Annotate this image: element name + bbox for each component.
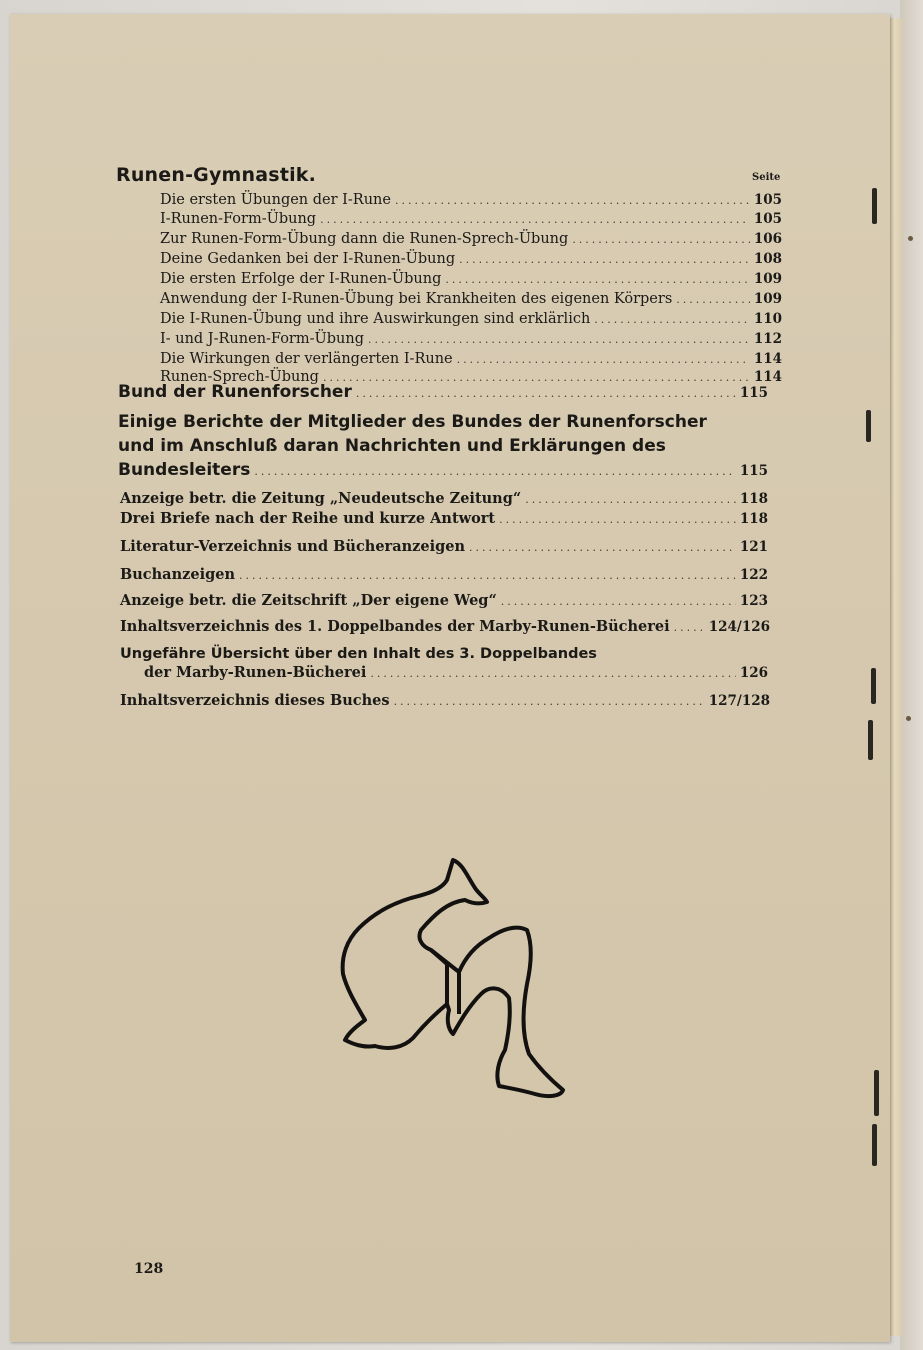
toc-entry-berichte — [118, 460, 768, 480]
toc-subentry — [160, 251, 782, 267]
dot-leader — [368, 333, 750, 346]
dot-leader — [254, 465, 735, 478]
toc-entry-uebersicht-line1: Ungefähre Übersicht über den Inhalt des 3. Doppelbandes — [120, 646, 597, 662]
toc-entry-label: Bundesleiters — [118, 460, 251, 480]
dot-leader — [320, 213, 750, 226]
toc-subentry-page: 108 — [753, 251, 782, 267]
dot-leader — [459, 253, 750, 266]
toc-entry-berichte-line2: und im Anschluß daran Nachrichten und Erklärungen des — [118, 436, 666, 456]
toc-entry-label: Drei Briefe nach der Reihe und kurze Antwort — [120, 510, 496, 527]
toc-subentry — [160, 271, 782, 287]
toc-entry-inhaltsverzeichnis-buch — [120, 692, 770, 709]
toc-subentry-label: Die I-Runen-Übung und ihre Auswirkungen sind erklärlich — [160, 311, 591, 327]
toc-entry-page: 121 — [739, 539, 768, 555]
toc-entry-page: 118 — [739, 511, 768, 527]
toc-entry-buchanzeigen — [120, 566, 768, 583]
toc-subentry-label: Runen-Sprech-Übung — [160, 369, 319, 385]
toc-entry-uebersicht — [144, 664, 768, 681]
toc-entry-page: 115 — [739, 463, 768, 479]
toc-entry-bund — [118, 382, 768, 402]
toc-subentry-label: Die Wirkungen der verlängerten I-Rune — [160, 351, 453, 367]
toc-entry-anzeige-zeitung — [120, 490, 768, 507]
triskelion-emblem-icon — [335, 854, 575, 1104]
dot-leader — [469, 541, 736, 554]
toc-subentry — [160, 311, 782, 327]
toc-entry-inhaltsverzeichnis-1 — [120, 618, 770, 635]
toc-subentry-page: 112 — [753, 331, 782, 347]
dot-leader — [674, 621, 705, 634]
toc-entry-page: 127/128 — [708, 693, 770, 709]
toc-subentry-page: 105 — [753, 211, 782, 227]
binding-stitch — [874, 1070, 879, 1116]
toc-subentry — [160, 192, 782, 208]
binding-hole — [906, 716, 911, 721]
table-of-contents — [10, 14, 890, 1342]
binding-stitch — [872, 188, 877, 224]
leg-outline — [343, 860, 563, 1096]
toc-entry-page: 118 — [739, 491, 768, 507]
seite-column-label: Seite — [752, 172, 781, 183]
toc-subentry — [160, 231, 782, 247]
toc-subentry-page: 114 — [753, 351, 782, 367]
section-title: Runen-Gymnastik. — [116, 164, 317, 186]
toc-subentry-label: Die ersten Erfolge der I-Runen-Übung — [160, 271, 442, 287]
book-page — [10, 14, 890, 1342]
toc-subentry-label: I- und J-Runen-Form-Übung — [160, 331, 364, 347]
toc-subentry — [160, 211, 782, 227]
toc-subentry-page: 106 — [753, 231, 782, 247]
toc-entry-label: Inhaltsverzeichnis des 1. Doppelbandes der Marby-Runen-Bücherei — [120, 618, 670, 635]
toc-entry-label: Anzeige betr. die Zeitung „Neudeutsche Zeitung“ — [120, 490, 522, 507]
toc-entry-label: Literatur-Verzeichnis und Bücheranzeigen — [120, 538, 466, 555]
toc-subentry-page: 110 — [753, 311, 782, 327]
binding-stitch — [872, 1124, 877, 1166]
book-cover-edge — [900, 0, 923, 1350]
toc-entry-page: 123 — [739, 593, 768, 609]
toc-entry-anzeige-zeitschrift — [120, 592, 768, 609]
binding-stitch — [868, 720, 873, 760]
toc-entry-berichte-line1: Einige Berichte der Mitglieder des Bundes der Runenforscher — [118, 412, 707, 432]
toc-subentry-page: 105 — [753, 192, 782, 208]
toc-entry-page: 124/126 — [708, 619, 770, 635]
toc-entry-page: 115 — [739, 385, 768, 401]
toc-entry-page: 126 — [739, 665, 768, 681]
page-block-edge — [888, 18, 903, 1336]
dot-leader — [501, 595, 736, 608]
binding-hole — [908, 236, 913, 241]
page-number: 128 — [134, 1261, 164, 1277]
toc-entry-page: 122 — [739, 567, 768, 583]
toc-subentry-page: 109 — [753, 291, 782, 307]
dot-leader — [370, 667, 735, 680]
toc-subentry-label: Anwendung der I-Runen-Übung bei Krankheiten des eigenen Körpers — [160, 291, 673, 307]
dot-leader — [457, 353, 750, 366]
toc-entry-drei-briefe — [120, 510, 768, 527]
dot-leader — [594, 313, 750, 326]
toc-entry-literatur — [120, 538, 768, 555]
toc-section-title — [116, 164, 756, 186]
toc-subentry-label: Zur Runen-Form-Übung dann die Runen-Sprech-Übung — [160, 231, 569, 247]
toc-subentry-label: I-Runen-Form-Übung — [160, 211, 317, 227]
dot-leader — [239, 569, 736, 582]
toc-entry-label: Bund der Runenforscher — [118, 382, 352, 402]
toc-entry-label: der Marby-Runen-Bücherei — [144, 664, 367, 681]
toc-subentry-label: Die ersten Übungen der I-Rune — [160, 192, 391, 208]
dot-leader — [356, 387, 736, 400]
binding-stitch — [871, 668, 876, 704]
dot-leader — [499, 513, 736, 526]
dot-leader — [572, 233, 750, 246]
toc-subentry — [160, 351, 782, 367]
dot-leader — [395, 194, 750, 207]
toc-subentry-page: 114 — [753, 369, 782, 385]
toc-subentry-page: 109 — [753, 271, 782, 287]
dot-leader — [676, 293, 750, 306]
dot-leader — [445, 273, 749, 286]
toc-entry-label: Inhaltsverzeichnis dieses Buches — [120, 692, 390, 709]
toc-subentry — [160, 331, 782, 347]
dot-leader — [525, 493, 736, 506]
toc-entry-label: Buchanzeigen — [120, 566, 235, 583]
toc-subentry-label: Deine Gedanken bei der I-Runen-Übung — [160, 251, 456, 267]
binding-stitch — [866, 410, 871, 442]
dot-leader — [394, 695, 705, 708]
toc-subentry — [160, 291, 782, 307]
toc-entry-label: Anzeige betr. die Zeitschrift „Der eigene Weg“ — [120, 592, 497, 609]
